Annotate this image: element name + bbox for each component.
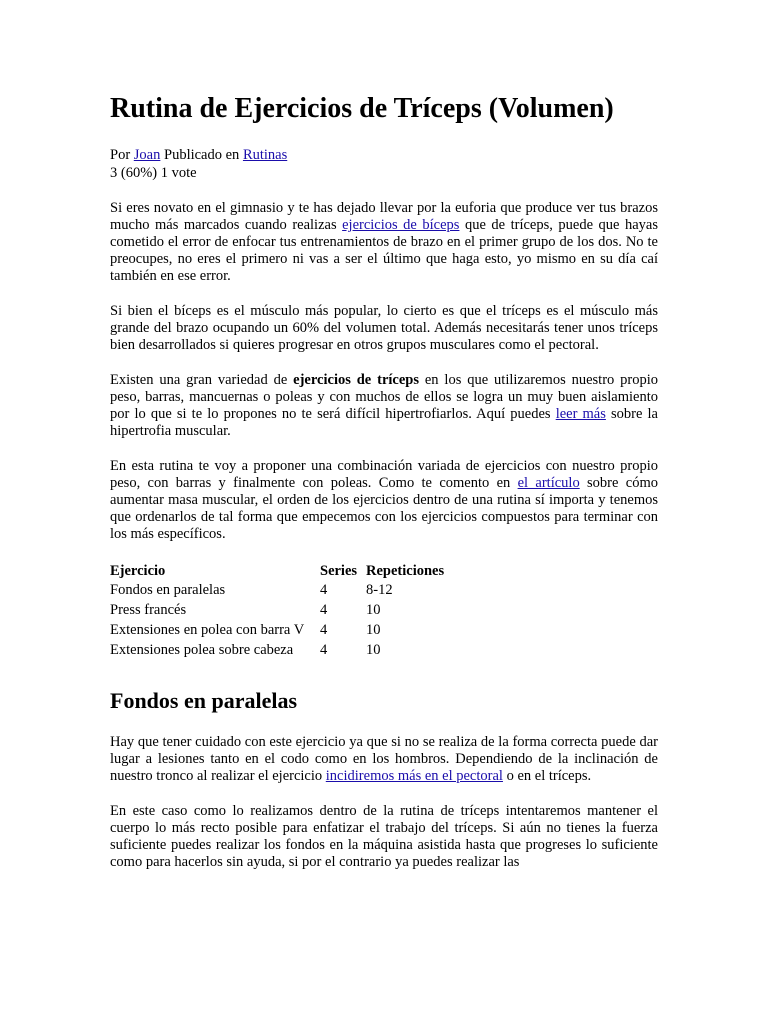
p4-text-b: sobre cómo aumentar masa muscular, el orden de los ejercicios dentro de una rutina sí importa y tenemos que ordenarlos de tal forma que empecemos con los ejercicios compuestos para terminar con los más específicos. — [110, 475, 658, 542]
p5-text-b: o en el tríceps. — [502, 768, 592, 784]
cell-series: 4 — [320, 582, 328, 598]
table-row — [110, 582, 456, 602]
paragraph-6: En este caso como lo realizamos dentro de la rutina de tríceps intentaremos mantener el cuerpo lo más recto posible para enfatizar el trabajo del tríceps. Si aún no tienes la fuerza suficiente puedes realizar los fondos en la máquina asistida hasta que progreses lo suficiente como para hacerlos sin ayuda, si por el contrario ya puedes realizar las — [110, 803, 658, 870]
biceps-exercises-link[interactable]: ejercicios de bíceps — [342, 217, 460, 233]
header-reps: Repeticiones — [366, 563, 445, 579]
table-row — [110, 622, 456, 642]
paragraph-2: Si bien el bíceps es el músculo más popular, lo cierto es que el tríceps es el músculo más grande del brazo ocupando un 60% del volumen total. Además necesitarás tener unos tríceps bien desarrollados si quieres progresar en otros grupos musculares como el pectoral. — [110, 303, 658, 353]
cell-reps: 10 — [366, 642, 381, 658]
table-header-row — [110, 561, 456, 582]
cell-series: 4 — [320, 622, 328, 638]
header-series: Series — [320, 563, 358, 579]
cell-series: 4 — [320, 602, 328, 618]
category-link[interactable]: Rutinas — [242, 147, 288, 163]
header-exercise: Ejercicio — [110, 563, 166, 579]
p4-text-a: En esta rutina te voy a proponer una combinación variada de ejercicios con nuestro propio peso, con barras y finalmente con poleas. Como te comento en — [110, 458, 658, 491]
page-title: Rutina de Ejercicios de Tríceps (Volumen) — [110, 93, 614, 124]
p1-text-a: Si eres novato en el gimnasio y te has dejado llevar por la euforia que produce ver tus brazos mucho más marcados cuando realizas — [110, 200, 658, 233]
pectoral-link[interactable]: incidiremos más en el pectoral — [325, 768, 503, 784]
p3-bold-text: ejercicios de tríceps — [293, 372, 419, 388]
intro-paragraph — [110, 200, 658, 285]
p5-text-a: Hay que tener cuidado con este ejercicio ya que si no se realiza de la forma correcta puede dar lugar a lesiones tanto en el codo como en los hombros. Dependiendo de la inclinación de nuestro tronco al realizar el ejercicio — [110, 734, 658, 784]
cell-reps: 8-12 — [366, 582, 393, 598]
exercise-table — [110, 561, 456, 662]
table-row — [110, 602, 456, 622]
paragraph-5 — [110, 734, 658, 785]
section-heading: Fondos en paralelas — [110, 688, 298, 713]
article-link[interactable]: el artículo — [517, 475, 580, 491]
by-label: Por — [110, 147, 131, 163]
post-meta — [110, 146, 658, 164]
cell-series: 4 — [320, 642, 328, 658]
p3-text-b: en los que utilizaremos nuestro propio peso, barras, mancuernas o poleas y con muchos de ellos se logra un muy buen aislamiento por lo que si te lo propones no te será difícil hipertrofiarlos. Aquí puedes — [110, 372, 659, 422]
cell-exercise: Press francés — [110, 602, 187, 618]
cell-reps: 10 — [366, 622, 381, 638]
cell-reps: 10 — [366, 602, 381, 618]
paragraph-4 — [110, 458, 658, 543]
p1-text-b: que de tríceps, puede que hayas cometido el error de enfocar tus entrenamientos de brazo en el primer grupo de los dos. No te preocupes, no eres el primero ni vas a ser el último que haga esto, yo mismo en su día caí también en ese error. — [110, 217, 659, 284]
published-in-label: Publicado en — [164, 147, 240, 163]
p3-text-c: sobre la hipertrofia muscular. — [110, 406, 658, 439]
author-link[interactable]: Joan — [133, 147, 161, 163]
read-more-link[interactable]: leer más — [555, 406, 606, 422]
cell-exercise: Extensiones en polea con barra V — [110, 622, 305, 638]
paragraph-3 — [110, 372, 658, 440]
p3-text-a: Existen una gran variedad de — [110, 372, 294, 388]
table-row — [110, 642, 456, 662]
rating-text: 3 (60%) 1 vote — [110, 165, 197, 181]
cell-exercise: Extensiones polea sobre cabeza — [110, 642, 294, 658]
cell-exercise: Fondos en paralelas — [110, 582, 226, 598]
